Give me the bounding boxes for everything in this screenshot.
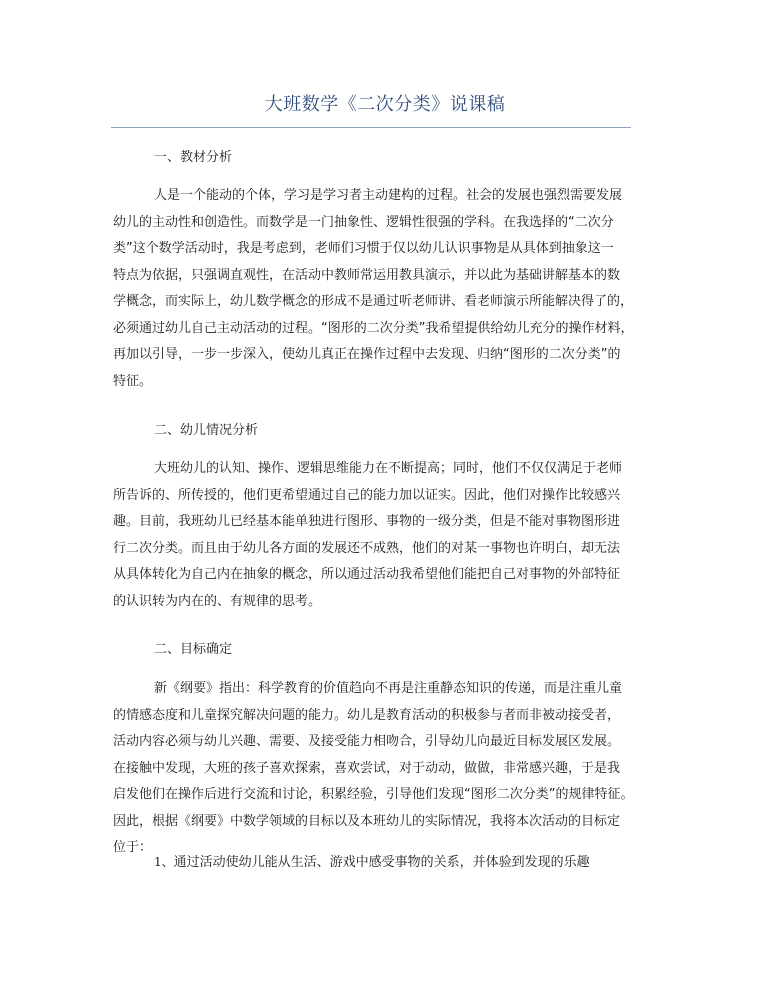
- paragraph-line: 行二次分类。而且由于幼儿各方面的发展还不成熟，他们的对某一事物也许明白，却无法: [113, 540, 621, 556]
- paragraph-line: 再加以引导，一步一步深入，使幼儿真正在操作过程中去发现、归纳“图形的二次分类”的: [113, 347, 621, 362]
- paragraph-line: 幼儿的主动性和创造性。而数学是一门抽象性、逻辑性很强的学科。在我选择的“二次分: [113, 214, 614, 230]
- paragraph-line: 新《纲要》指出：科学教育的价值趋向不再是注重静态知识的传递，而是注重儿童: [154, 681, 623, 696]
- paragraph-line: 的认识转为内在的、有规律的思考。: [113, 593, 322, 609]
- list-item-text: 通过活动使幼儿能从生活、游戏中感受事物的关系，并体验到发现的乐趣: [173, 855, 590, 870]
- title-underline: [111, 127, 631, 128]
- paragraph-line: 学概念，而实际上，幼儿数学概念的形成不是通过听老师讲、看老师演示所能解决得了的，: [113, 294, 634, 309]
- paragraph-line: 类”这个数学活动时，我是考虑到，老师们习惯于仅以幼儿认识事物是从具体到抽象这一: [113, 241, 614, 256]
- paragraph-line: 的情感态度和儿童探究解决问题的能力。幼儿是教育活动的积极参与者而非被动接受者，: [113, 707, 621, 723]
- paragraph-line: 所告诉的、所传授的，他们更希望通过自己的能力加以证实。因此，他们对操作比较感兴: [113, 487, 621, 503]
- section-heading-2: 二、幼儿情况分析: [154, 423, 259, 438]
- paragraph-line: 必须通过幼儿自己主动活动的过程。“图形的二次分类”我希望提供给幼儿充分的操作材料，: [113, 320, 634, 336]
- paragraph-line: 在接触中发现，大班的孩子喜欢探索，喜欢尝试，对于动动，做做，非常感兴趣，于是我: [113, 760, 621, 776]
- section-heading-1: 一、教材分析: [154, 150, 233, 165]
- paragraph-line: 从具体转化为自己内在抽象的概念，所以通过活动我希望他们能把自己对事物的外部特征: [113, 567, 621, 582]
- paragraph-line: 活动内容必须与幼儿兴趣、需要、及接受能力相吻合，引导幼儿向最近目标发展区发展。: [113, 734, 621, 749]
- list-item-number: 1、: [154, 855, 174, 869]
- section-paragraph-2: [113, 456, 643, 615]
- paragraph-line: 特点为依据，只强调直观性，在活动中教师常运用教具演示，并以此为基础讲解基本的数: [113, 267, 621, 283]
- section-heading-3: 二、目标确定: [154, 642, 233, 657]
- section-paragraph-1: [113, 183, 643, 395]
- paragraph-line: 特征。: [113, 373, 153, 389]
- goal-list-item-1: [154, 852, 590, 873]
- paragraph-line: 趣。目前，我班幼儿已经基本能单独进行图形、事物的一级分类，但是不能对事物图形进: [113, 514, 621, 529]
- paragraph-line: 因此，根据《纲要》中数学领域的目标以及本班幼儿的实际情况，我将本次活动的目标定: [113, 813, 621, 829]
- section-paragraph-3: [113, 676, 643, 862]
- paragraph-line: 启发他们在操作后进行交流和讨论，积累经验，引导他们发现“图形二次分类”的规律特征。: [113, 787, 634, 802]
- paragraph-line: 人是一个能动的个体，学习是学习者主动建构的过程。社会的发展也强烈需要发展: [154, 188, 623, 203]
- paragraph-line: 大班幼儿的认知、操作、逻辑思维能力在不断提高；同时，他们不仅仅满足于老师: [154, 461, 623, 476]
- document-title: 大班数学《二次分类》说课稿: [264, 94, 506, 115]
- paragraph-line: 位于：: [113, 840, 153, 855]
